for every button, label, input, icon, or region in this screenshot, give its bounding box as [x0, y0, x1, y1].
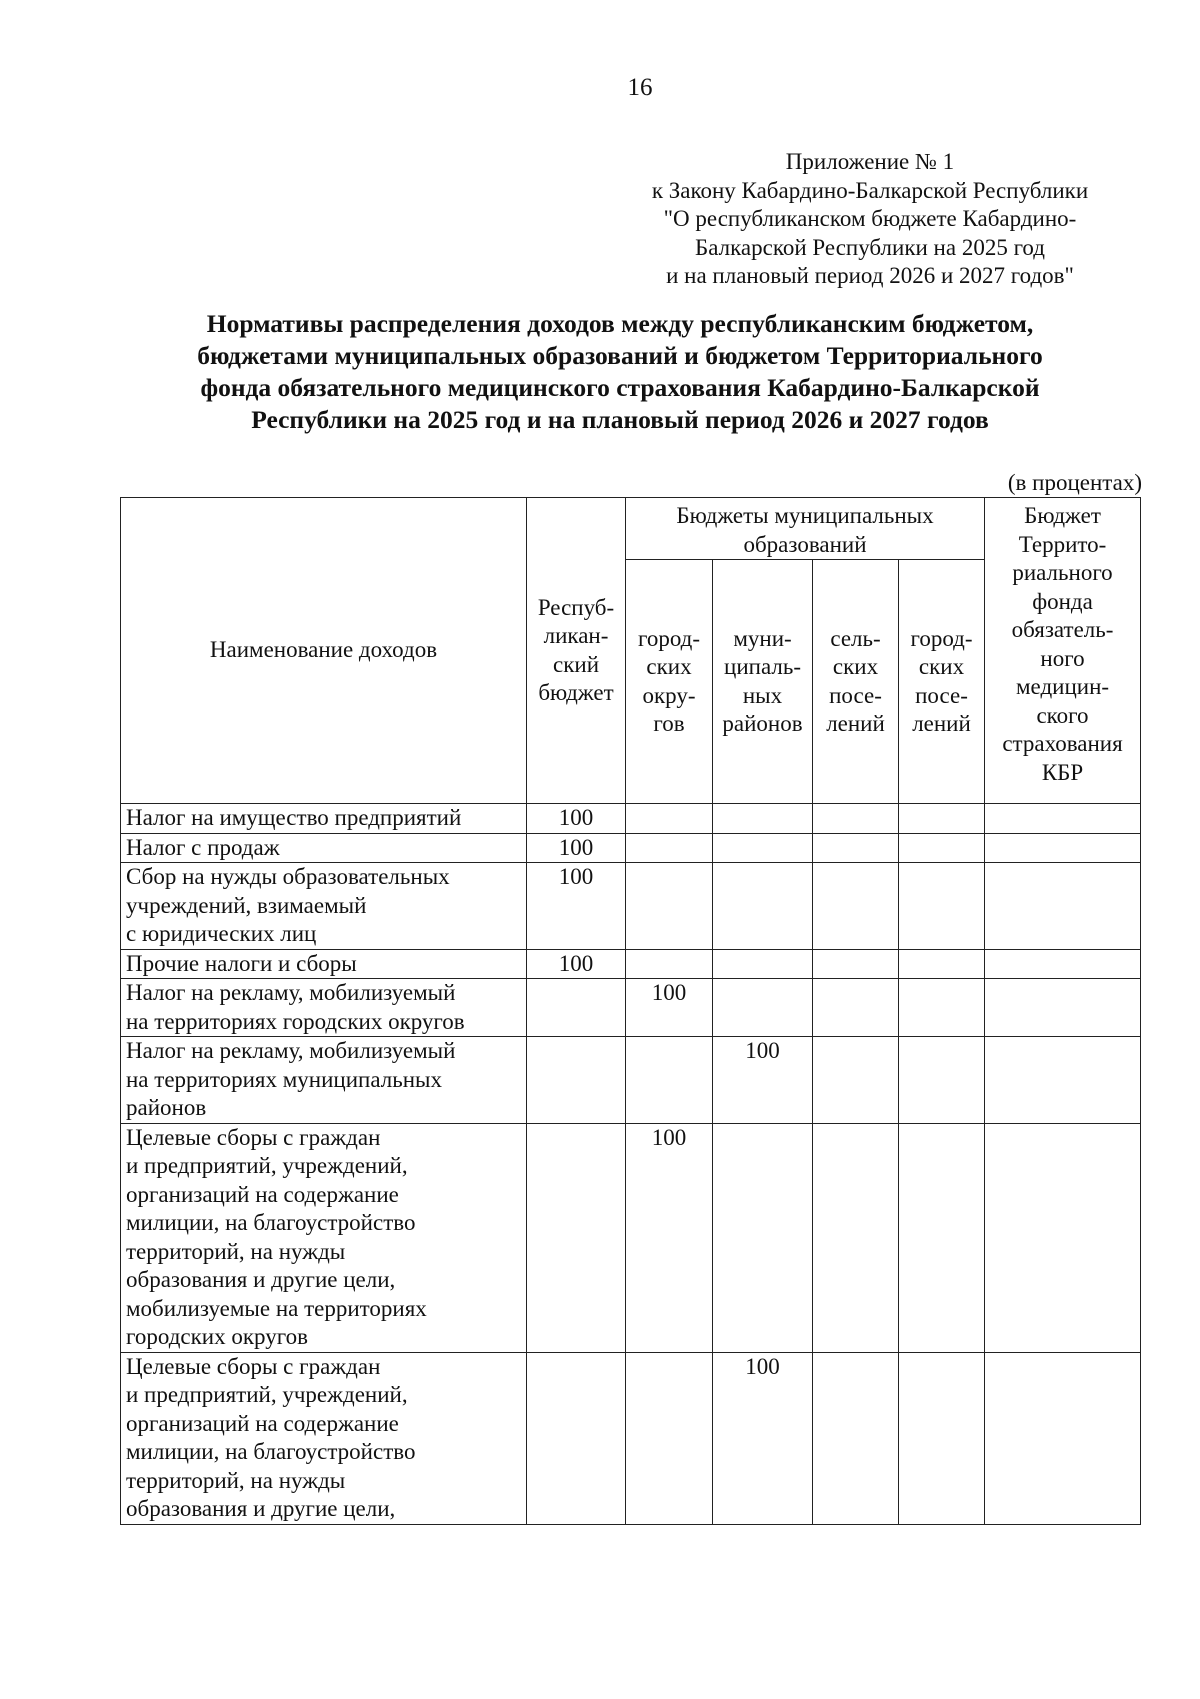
cell-tfoms [985, 863, 1141, 950]
cell-rural-settlements [813, 1352, 899, 1524]
header-rural-settlements: сель- ских посе- лений [813, 560, 899, 804]
cell-republican [527, 1123, 626, 1352]
revenue-norms-table [120, 497, 1141, 1525]
cell-republican: 100 [527, 804, 626, 834]
revenue-name-cell: Налог на рекламу, мобилизуемый на территориях муниципальных районов [121, 1037, 527, 1124]
cell-tfoms [985, 1352, 1141, 1524]
cell-urban-settlements [899, 804, 985, 834]
cell-municipal-districts [713, 949, 813, 979]
cell-municipal-districts: 100 [713, 1037, 813, 1124]
page-number: 16 [627, 74, 653, 101]
cell-tfoms [985, 804, 1141, 834]
appendix-line: и на плановый период 2026 и 2027 годов" [666, 263, 1074, 288]
revenue-name-cell: Сбор на нужды образовательных учреждений, взимаемый с юридических лиц [121, 863, 527, 950]
revenue-name-cell: Налог на рекламу, мобилизуемый на территориях городских округов [121, 979, 527, 1037]
cell-city-districts [626, 833, 713, 863]
header-city-districts: город- ских окру- гов [626, 560, 713, 804]
cell-rural-settlements [813, 1037, 899, 1124]
table-row [121, 949, 1141, 979]
header-municipal-group: Бюджеты муниципальных образований [626, 498, 985, 560]
appendix-line: к Закону Кабардино-Балкарской Республики [651, 177, 1089, 203]
cell-urban-settlements [899, 833, 985, 863]
appendix-line: Балкарской Республики на 2025 год [695, 234, 1045, 260]
title-line: Республики на 2025 год и на плановый период 2026 и 2027 годов [251, 405, 989, 434]
table-row [121, 1123, 1141, 1352]
cell-municipal-districts [713, 833, 813, 863]
header-municipal-districts: муни- ципаль- ных районов [713, 560, 813, 804]
cell-tfoms [985, 1037, 1141, 1124]
cell-tfoms [985, 1123, 1141, 1352]
revenue-name-cell: Целевые сборы с граждан и предприятий, учреждений, организаций на содержание милиции, на благоустройство территорий, на нужды образования и другие цели, мобилизуемые на территориях городских округов [121, 1123, 527, 1352]
document-title [120, 308, 1120, 436]
cell-rural-settlements [813, 833, 899, 863]
cell-municipal-districts: 100 [713, 1352, 813, 1524]
table-row [121, 979, 1141, 1037]
cell-urban-settlements [899, 1123, 985, 1352]
appendix-reference [620, 148, 1120, 291]
header-name: Наименование доходов [121, 498, 527, 804]
cell-city-districts [626, 1037, 713, 1124]
cell-republican: 100 [527, 863, 626, 950]
table-row [121, 1352, 1141, 1524]
cell-city-districts [626, 949, 713, 979]
cell-urban-settlements [899, 979, 985, 1037]
header-republican: Респуб- ликан- ский бюджет [527, 498, 626, 804]
revenue-name-cell: Целевые сборы с граждан и предприятий, учреждений, организаций на содержание милиции, на благоустройство территорий, на нужды образования и другие цели, [121, 1352, 527, 1524]
header-tfoms: Бюджет Террито- риального фонда обязатель- ного медицин- ского страхования КБР [985, 498, 1141, 804]
cell-rural-settlements [813, 949, 899, 979]
cell-rural-settlements [813, 863, 899, 950]
table-row [121, 804, 1141, 834]
title-line: фонда обязательного медицинского страхования Кабардино-Балкарской [200, 373, 1040, 402]
cell-rural-settlements [813, 979, 899, 1037]
revenue-name-cell: Налог с продаж [121, 833, 527, 863]
cell-tfoms [985, 833, 1141, 863]
unit-note: (в процентах) [1007, 470, 1142, 495]
cell-republican: 100 [527, 949, 626, 979]
cell-rural-settlements [813, 1123, 899, 1352]
cell-city-districts: 100 [626, 979, 713, 1037]
cell-municipal-districts [713, 1123, 813, 1352]
table-row [121, 863, 1141, 950]
appendix-line: Приложение № 1 [785, 149, 955, 174]
table-body [121, 804, 1141, 1525]
cell-municipal-districts [713, 804, 813, 834]
appendix-line: "О республиканском бюджете Кабардино- [663, 206, 1077, 231]
cell-tfoms [985, 979, 1141, 1037]
revenue-name-cell: Налог на имущество предприятий [121, 804, 527, 834]
cell-urban-settlements [899, 863, 985, 950]
cell-republican: 100 [527, 833, 626, 863]
revenue-name-cell: Прочие налоги и сборы [121, 949, 527, 979]
cell-urban-settlements [899, 1037, 985, 1124]
cell-republican [527, 1352, 626, 1524]
cell-republican [527, 979, 626, 1037]
cell-rural-settlements [813, 804, 899, 834]
table-row [121, 833, 1141, 863]
cell-city-districts [626, 804, 713, 834]
cell-municipal-districts [713, 979, 813, 1037]
cell-tfoms [985, 949, 1141, 979]
table-row [121, 1037, 1141, 1124]
cell-city-districts [626, 1352, 713, 1524]
cell-republican [527, 1037, 626, 1124]
cell-urban-settlements [899, 1352, 985, 1524]
cell-city-districts: 100 [626, 1123, 713, 1352]
cell-municipal-districts [713, 863, 813, 950]
cell-urban-settlements [899, 949, 985, 979]
cell-city-districts [626, 863, 713, 950]
title-line: бюджетами муниципальных образований и бюджетом Территориального [197, 341, 1043, 370]
title-line: Нормативы распределения доходов между республиканским бюджетом, [206, 309, 1034, 338]
header-row [121, 498, 1141, 560]
header-urban-settlements: город- ских посе- лений [899, 560, 985, 804]
